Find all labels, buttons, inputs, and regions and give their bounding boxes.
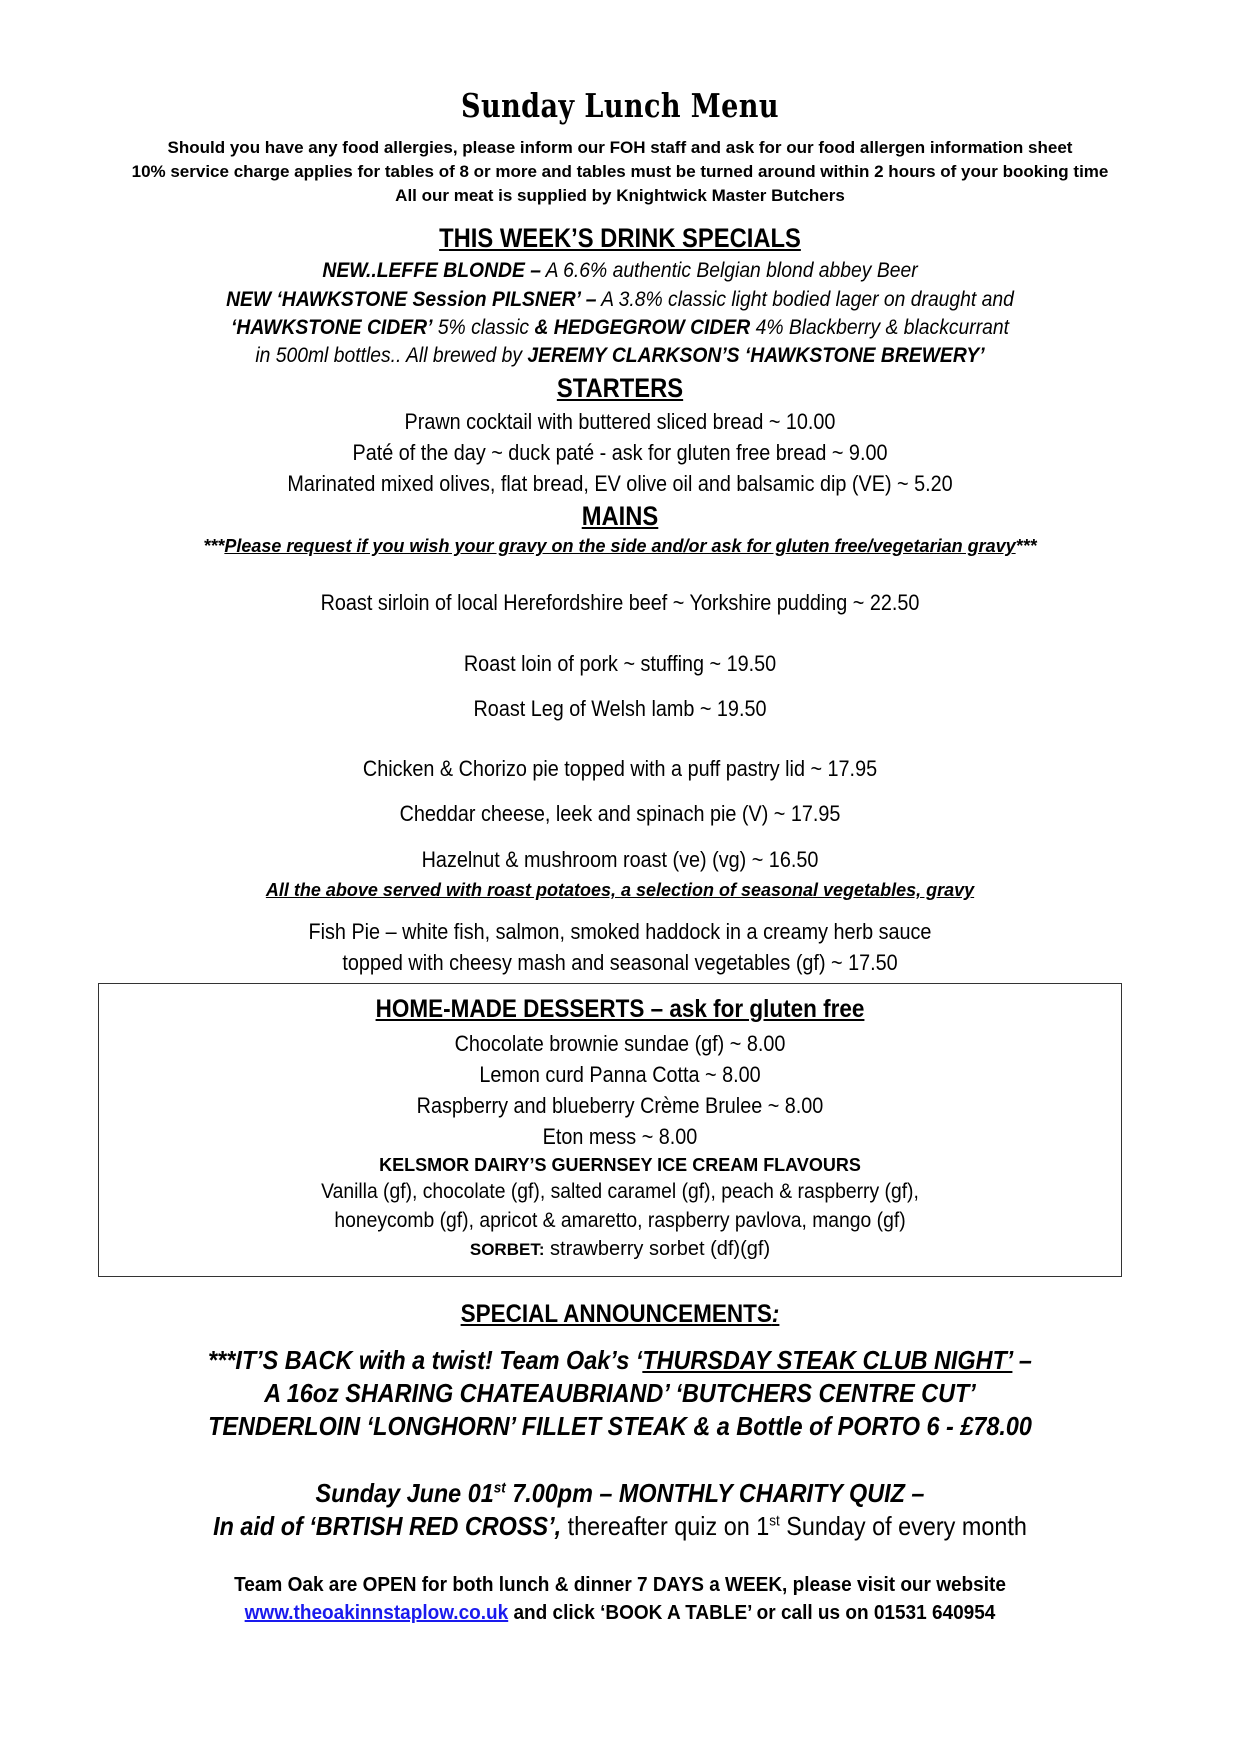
service-charge-notice: 10% service charge applies for tables of 8 or more and tables must be turned around within 2 hours of your booking time: [131, 162, 1109, 181]
main-item: Roast loin of pork ~ stuffing ~ 19.50: [463, 651, 777, 676]
page-title: Sunday Lunch Menu: [461, 86, 779, 125]
main-item: Roast Leg of Welsh lamb ~ 19.50: [473, 696, 767, 721]
sorbet-text: strawberry sorbet (df)(gf): [544, 1238, 771, 1260]
drink-line-leffe: [50, 259, 1191, 283]
drink-line-cider: [50, 316, 1191, 340]
ann-text: thereafter quiz on 1: [561, 1511, 770, 1541]
ann-text: 7.00pm – MONTHLY CHARITY QUIZ –: [505, 1478, 925, 1508]
quiz-line: [62, 1511, 1178, 1542]
starter-item: Paté of the day ~ duck paté - ask for gluten free bread ~ 9.00: [352, 440, 888, 465]
steak-club-line: [62, 1345, 1178, 1376]
website-link[interactable]: www.theoakinnstaplow.co.uk: [244, 1602, 509, 1624]
footer-line: [31, 1602, 1209, 1625]
footer-line: Team Oak are OPEN for both lunch & dinner 7 DAYS a WEEK, please visit our website: [234, 1574, 1006, 1596]
drink-name: NEW..LEFFE BLONDE –: [322, 259, 541, 282]
desserts-heading: HOME-MADE DESSERTS – ask for gluten free: [375, 995, 865, 1023]
steak-club-line: A 16oz SHARING CHATEAUBRIAND’ ‘BUTCHERS CENTRE CUT’: [264, 1378, 976, 1408]
drink-desc: A 6.6% authentic Belgian blond abbey Beer: [540, 259, 918, 282]
ann-text: ***IT’S BACK with a twist! Team Oak’s ‘: [208, 1345, 643, 1375]
ann-text: –: [1012, 1345, 1032, 1375]
steak-club-line: TENDERLOIN ‘LONGHORN’ FILLET STEAK & a Bottle of PORTO 6 - £78.00: [208, 1411, 1032, 1441]
drink-line-brewery: [50, 344, 1191, 368]
dessert-item: Lemon curd Panna Cotta ~ 8.00: [479, 1062, 761, 1087]
starter-item: Prawn cocktail with buttered sliced bread ~ 10.00: [404, 409, 836, 434]
drink-desc: 4% Blackberry & blackcurrant: [750, 316, 1009, 339]
sorbet-label: SORBET:: [469, 1240, 545, 1259]
main-item: Chicken & Chorizo pie topped with a puff pastry lid ~ 17.95: [362, 756, 878, 781]
drink-desc: A 3.8% classic light bodied lager on draught and: [596, 288, 1014, 311]
main-item: Hazelnut & mushroom roast (ve) (vg) ~ 16.50: [421, 847, 819, 872]
drink-specials-heading: THIS WEEK’S DRINK SPECIALS: [439, 223, 801, 253]
heading-text: SPECIAL ANNOUNCEMENTS: [460, 1300, 772, 1328]
drink-name: NEW ‘HAWKSTONE Session PILSNER’ –: [226, 288, 597, 311]
ordinal-suffix: st: [769, 1512, 780, 1530]
allergy-notice: Should you have any food allergies, please inform our FOH staff and ask for our food allergen information sheet: [167, 138, 1073, 157]
starters-heading: STARTERS: [556, 373, 684, 403]
announcements-heading: [62, 1300, 1178, 1329]
quiz-line: [62, 1478, 1178, 1509]
booking-text: and click ‘BOOK A TABLE’ or call us on 01531 640954: [508, 1602, 996, 1624]
served-with-note: All the above served with roast potatoes, a selection of seasonal vegetables, gravy: [265, 880, 975, 900]
drink-desc: 5% classic: [432, 316, 535, 339]
dessert-item: Eton mess ~ 8.00: [542, 1124, 698, 1149]
ann-text: Sunday June 01: [315, 1478, 494, 1508]
note-asterisks: ***: [203, 536, 225, 556]
drink-line-pilsner: [50, 288, 1191, 312]
heading-colon: :: [771, 1300, 780, 1328]
ice-cream-heading: KELSMOR DAIRY’S GUERNSEY ICE CREAM FLAVOURS: [379, 1155, 861, 1175]
ann-text: Sunday of every month: [779, 1511, 1027, 1541]
note-text: Please request if you wish your gravy on the side and/or ask for gluten free/vegetarian gravy: [224, 536, 1016, 556]
brewery-name: JEREMY CLARKSON’S ‘HAWKSTONE BREWERY’: [527, 344, 985, 367]
ice-cream-flavours: honeycomb (gf), apricot & amaretto, raspberry pavlova, mango (gf): [334, 1209, 906, 1232]
butcher-notice: All our meat is supplied by Knightwick Master Butchers: [395, 186, 845, 205]
starter-item: Marinated mixed olives, flat bread, EV olive oil and balsamic dip (VE) ~ 5.20: [287, 471, 953, 496]
mains-heading: MAINS: [581, 501, 659, 531]
gravy-note: [0, 536, 1240, 557]
steak-club-name: THURSDAY STEAK CLUB NIGHT’: [642, 1345, 1013, 1375]
fish-pie-line: Fish Pie – white fish, salmon, smoked haddock in a creamy herb sauce: [308, 919, 932, 944]
ordinal-suffix: st: [493, 1479, 506, 1497]
note-asterisks: ***: [1015, 536, 1037, 556]
drink-desc: in 500ml bottles.. All brewed by: [255, 344, 528, 367]
fish-pie-line: topped with cheesy mash and seasonal vegetables (gf) ~ 17.50: [342, 950, 898, 975]
main-item: Roast sirloin of local Herefordshire beef ~ Yorkshire pudding ~ 22.50: [320, 590, 920, 615]
charity-name: In aid of ‘BRTISH RED CROSS’,: [213, 1511, 562, 1541]
drink-name: ‘HAWKSTONE CIDER’: [230, 316, 433, 339]
sorbet-line: [0, 1238, 1240, 1261]
main-item: Cheddar cheese, leek and spinach pie (V) ~ 17.95: [399, 801, 841, 826]
drink-name: & HEDGEGROW CIDER: [534, 316, 751, 339]
dessert-item: Chocolate brownie sundae (gf) ~ 8.00: [454, 1031, 786, 1056]
dessert-item: Raspberry and blueberry Crème Brulee ~ 8.00: [416, 1093, 824, 1118]
ice-cream-flavours: Vanilla (gf), chocolate (gf), salted caramel (gf), peach & raspberry (gf),: [321, 1180, 919, 1203]
